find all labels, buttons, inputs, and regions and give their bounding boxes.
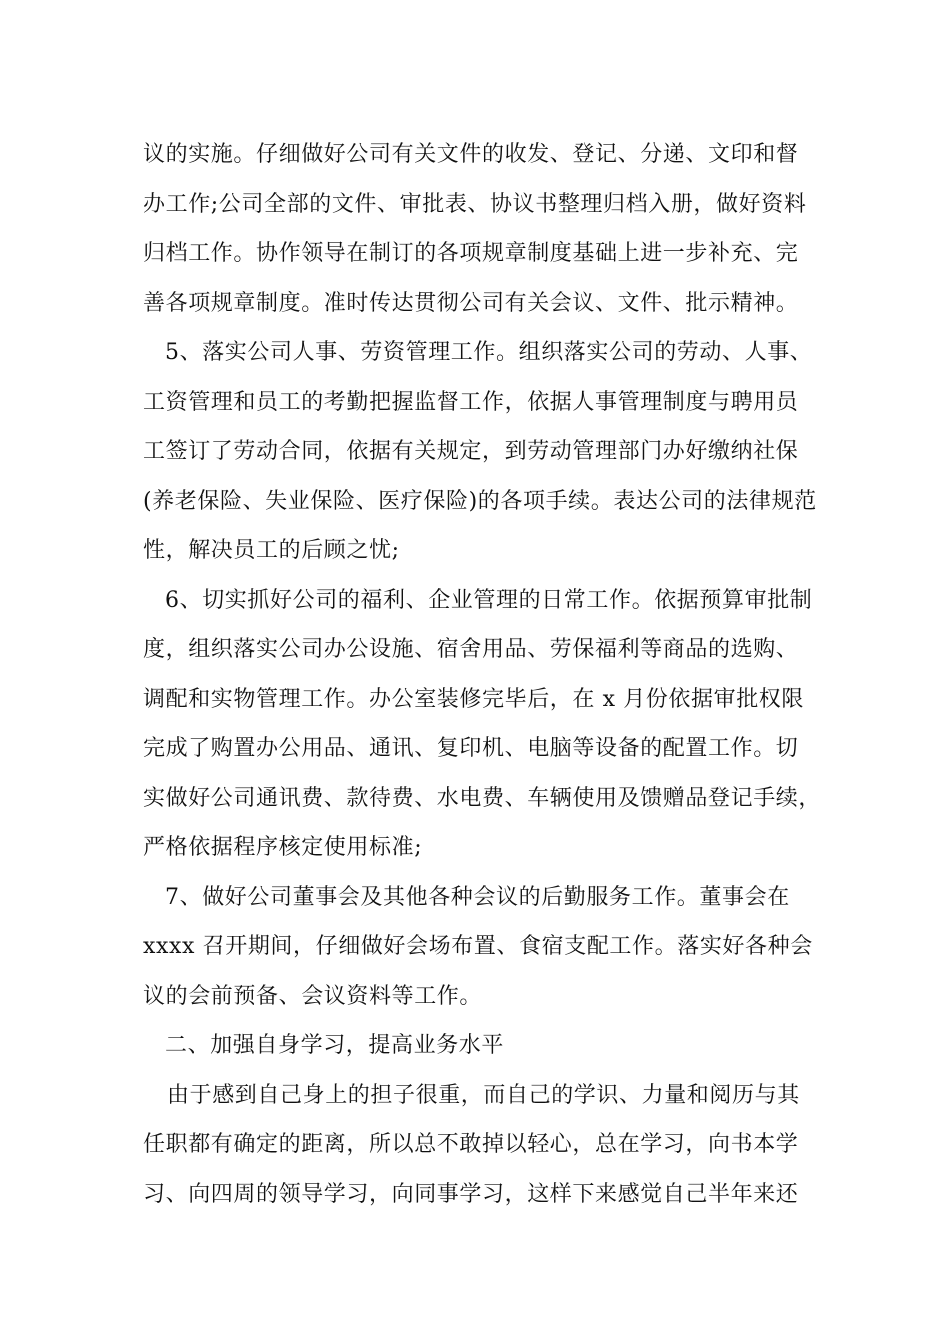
text-line: 完成了购置办公用品、通讯、复印机、电脑等设备的配置工作。切 xyxy=(143,736,799,761)
paragraph-start-line: 6、切实抓好公司的福利、企业管理的日常工作。依据预算审批制 xyxy=(165,587,813,613)
text-line: 工签订了劳动合同，依据有关规定，到劳动管理部门办好缴纳社保 xyxy=(143,439,799,464)
paragraph-start-line: 5、落实公司人事、劳资管理工作。组织落实公司的劳动、人事、 xyxy=(165,340,813,365)
text-line: 度，组织落实公司办公设施、宿舍用品、劳保福利等商品的选购、 xyxy=(143,637,799,662)
paragraph-start-line: 由于感到自己身上的担子很重，而自己的学识、力量和阅历与其 xyxy=(167,1082,800,1108)
text-line: 习、向四周的领导学习，向同事学习，这样下来感觉自己半年来还 xyxy=(143,1181,799,1207)
text-line: 善各项规章制度。准时传达贯彻公司有关会议、文件、批示精神。 xyxy=(143,290,799,316)
text-line: 任职都有确定的距离，所以总不敢掉以轻心，总在学习，向书本学 xyxy=(143,1132,799,1157)
text-line: 调配和实物管理工作。办公室装修完毕后，在 x 月份依据审批权限 xyxy=(143,686,804,712)
text-line: 归档工作。协作领导在制订的各项规章制度基础上进一步补充、完 xyxy=(143,241,799,266)
text-line: 工资管理和员工的考勤把握监督工作，依据人事管理制度与聘用员 xyxy=(143,389,799,415)
text-line: 性，解决员工的后顾之忧; xyxy=(143,538,400,563)
text-line: (养老保险、失业保险、医疗保险)的各项手续。表达公司的法律规范 xyxy=(143,488,817,514)
document-body xyxy=(143,130,823,1219)
text-line: 严格依据程序核定使用标准; xyxy=(143,835,423,860)
text-line: xxxx 召开期间，仔细做好会场布置、食宿支配工作。落实好各种会 xyxy=(143,934,813,959)
text-line: 办工作;公司全部的文件、审批表、协议书整理归档入册，做好资料 xyxy=(143,191,807,217)
text-line: 议的会前预备、会议资料等工作。 xyxy=(143,983,483,1009)
section-heading: 二、加强自身学习，提高业务水平 xyxy=(165,1033,505,1058)
text-line: 议的实施。仔细做好公司有关文件的收发、登记、分递、文印和督 xyxy=(143,142,799,167)
text-line: 实做好公司通讯费、款待费、水电费、车辆使用及馈赠品登记手续， xyxy=(143,785,822,811)
paragraph-start-line: 7、做好公司董事会及其他各种会议的后勤服务工作。董事会在 xyxy=(165,884,790,910)
